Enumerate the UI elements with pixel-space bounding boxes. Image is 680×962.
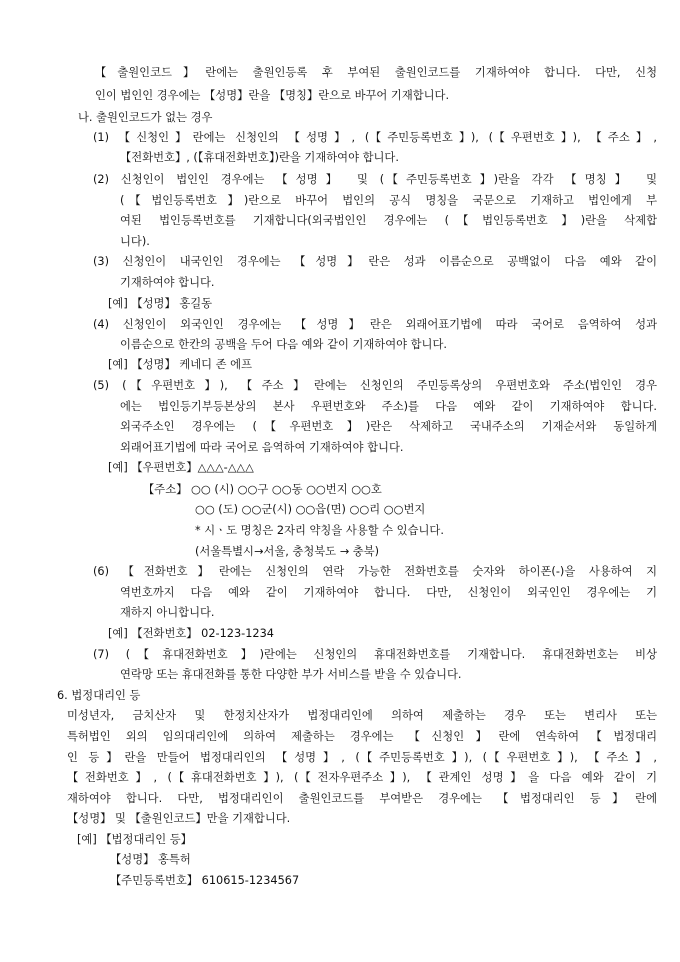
text-line: 기재하여야 합니다. [120,276,215,289]
text-line: (서울특별시→서울, 충청북도 → 충북) [195,545,379,558]
text-line: (【법인등록번호】)란으로 바꾸어 법인의 공식 명칭을 국문으로 기재하고 법인에게 부 [120,194,657,207]
text-line: (1) 【신청인】란에는 신청인의 【성명】, (【주민등록번호】), (【우편번호】), 【주소】, [93,131,657,144]
text-line: (3) 신청인이 내국인인 경우에는 【성명】란은 성과 이름순으로 공백없이 다음 예와 같이 [93,255,657,268]
text-line: [예] 【전화번호】 02-123-1234 [108,627,274,640]
text-line: 【전화번호】, (【휴대전화번호】), (【전자우편주소】), 【관계인 성명】을 다음 예와 같이 기 [67,771,657,784]
text-line: (2) 신청인이 법인인 경우에는 【성명】 및 (【주민등록번호】)란을 각각 【명칭】 및 [93,173,657,186]
text-line: 특허법인 외의 임의대리인에 의하여 제출하는 경우에는 【신청인】란에 연속하여【법정대리 [67,730,657,743]
text-line: 【성명】 및 【출원인코드】만을 기재합니다. [67,812,291,825]
text-line: 역번호까지 다음 예와 같이 기재하여야 합니다. 다만, 신청인이 외국인인 경우에는 기 [120,586,657,599]
text-line: 에는 법인등기부등본상의 본사 우편번호와 주소)를 다음 예와 같이 기재하여야 합니다. [120,400,657,413]
text-line: 【출원인코드】란에는 출원인등록 후 부여된 출원인코드를 기재하여야 합니다. 다만, 신청 [95,66,657,79]
text-line: 나. 출원인코드가 없는 경우 [78,111,213,124]
text-line: 외래어표기법에 따라 국어로 음역하여 기재하여야 합니다. [120,441,404,454]
text-line: 6. 법정대리인 등 [57,689,141,702]
text-line: 인이 법인인 경우에는 【성명】란을 【명칭】란으로 바꾸어 기재합니다. [95,89,450,102]
text-line: (4) 신청인이 외국인인 경우에는 【성명】란은 외래어표기법에 따라 국어로 음역하여 성과 [93,318,657,331]
text-line: 연락망 또는 휴대전화를 통한 다양한 부가 서비스를 받을 수 있습니다. [120,668,462,681]
text-line: 인 등】란을 만들어 법정대리인의 【성명】, (【주민등록번호】), (【우편번호】), 【주소】, [67,751,657,764]
text-line: * 시ㆍ도 명칭은 2자리 약칭을 사용할 수 있습니다. [195,524,444,537]
text-line: 미성년자, 금치산자 및 한정치산자가 법정대리인에 의하여 제출하는 경우 또는 변리사 또는 [67,709,657,722]
text-line: 【주민등록번호】 610615-1234567 [110,874,300,887]
text-line: [예] 【성명】 케네디 존 에프 [108,358,252,371]
text-line: 재하지 아니합니다. [120,606,215,619]
text-line: 여된 법인등록번호를 기재합니다(외국법인인 경우에는 (【법인등록번호】)란을 삭제합 [120,214,657,227]
text-line: 재하여야 합니다. 다만, 법정대리인이 출원인코드를 부여받은 경우에는 【법정대리인 등】란에 [67,792,657,805]
text-line: (5) (【우편번호】), 【주소】란에는 신청인의 주민등록상의 우편번호와 주소(법인인 경우 [93,379,657,392]
text-line: [예] 【성명】 홍길동 [108,297,213,310]
text-line: 외국주소인 경우에는 (【우편번호】)란은 삭제하고 국내주소의 기재순서와 동일하게 [120,420,657,433]
text-line: ○○ (도) ○○군(시) ○○읍(면) ○○리 ○○번지 [195,503,426,516]
text-line: [예] 【우편번호】△△△-△△△ [108,461,254,474]
text-line: (7) (【휴대전화번호】)란에는 신청인의 휴대전화번호를 기재합니다. 휴대전화번호는 비상 [93,648,657,661]
text-line: [예] 【법정대리인 등】 [77,833,192,846]
text-line: 【주소】 ○○ (시) ○○구 ○○동 ○○번지 ○○호 [143,483,382,496]
text-line: 【성명】 홍특허 [110,853,191,866]
text-line: (6) 【전화번호】란에는 신청인의 연락 가능한 전화번호를 숫자와 하이폰(-)을 사용하여 지 [93,565,657,578]
text-line: 이름순으로 한칸의 공백을 두어 다음 예와 같이 기재하여야 합니다. [120,338,447,351]
text-line: 니다). [120,235,150,248]
text-line: 【전화번호】, (【휴대전화번호】)란을 기재하여야 합니다. [120,151,399,164]
